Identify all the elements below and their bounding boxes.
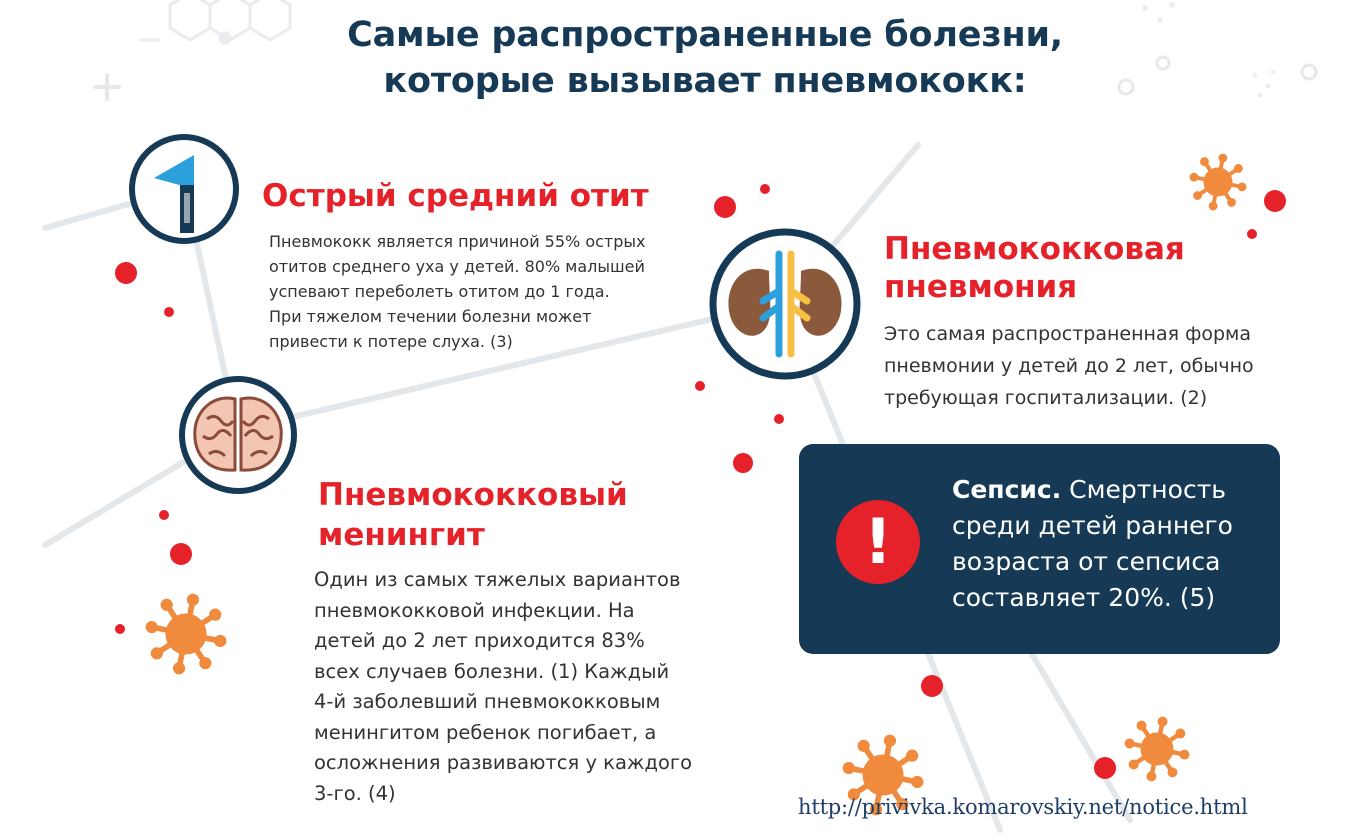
meningitis-heading-line-2: менингит [318, 517, 485, 553]
pneumonia-heading [884, 230, 1324, 306]
otitis-line: При тяжелом течении болезни может [269, 307, 592, 326]
meningitis-line: 3-го. (4) [314, 781, 396, 805]
meningitis-line: менингитом ребенок погибает, а [314, 720, 657, 744]
pneumonia-description [884, 318, 1314, 414]
meningitis-heading-line-1: Пневмококковый [318, 477, 628, 513]
otitis-line: привести к потере слуха. (3) [269, 332, 513, 351]
meningitis-line: детей до 2 лет приходится 83% [314, 629, 645, 652]
plus-icon [95, 75, 119, 99]
pneumonia-heading-line-1: Пневмококковая [884, 231, 1185, 267]
virus-icon [1190, 154, 1246, 210]
meningitis-line: всех случаев болезни. (1) Каждый [314, 659, 670, 683]
ring-decoration [1302, 65, 1316, 79]
lungs-icon [707, 226, 863, 382]
sepsis-line-1 [952, 472, 1262, 508]
sepsis-line-3: возраста от сепсиса [952, 547, 1221, 576]
sepsis-text [952, 472, 1262, 616]
meningitis-line: осложнения развиваются у каждого [314, 751, 693, 774]
pneumonia-line: пневмонии у детей до 2 лет, обычно [884, 355, 1254, 377]
virus-icon [1125, 717, 1189, 781]
otitis-line: Пневмококк является причиной 55% острых [269, 232, 646, 251]
otitis-heading: Острый средний отит [262, 178, 649, 214]
sepsis-bold-label: Сепсис. [952, 475, 1062, 504]
page-title [240, 12, 1170, 104]
sepsis-line-1-rest: Смертность [1061, 475, 1226, 504]
sepsis-line-2: среди детей раннего [952, 511, 1233, 540]
source-url[interactable]: http://privivka.komarovskiy.net/notice.html [798, 795, 1248, 819]
meningitis-line: 4-й заболевший пневмококковым [314, 690, 661, 713]
exclamation-icon: ! [836, 500, 920, 584]
meningitis-description [314, 565, 734, 809]
pneumonia-line: требующая госпитализации. (2) [884, 387, 1208, 409]
otitis-line: отитов среднего уха у детей. 80% малышей [269, 257, 645, 276]
otitis-description [269, 229, 689, 354]
meningitis-line: пневмококковой инфекции. На [314, 598, 635, 622]
otitis-line: успевают переболеть отитом до 1 года. [269, 282, 610, 301]
title-line-1: Самые распространенные болезни, [347, 15, 1063, 55]
ear-otoscope-icon [128, 133, 240, 245]
sepsis-line-4: составляет 20%. (5) [952, 583, 1216, 612]
title-line-2: которые вызывает пневмококк: [383, 61, 1027, 101]
pneumonia-heading-line-2: пневмония [884, 269, 1078, 305]
meningitis-line: Один из самых тяжелых вариантов [314, 568, 681, 591]
virus-icon [146, 594, 226, 674]
brain-icon [177, 374, 299, 496]
pneumonia-line: Это самая распространенная форма [884, 323, 1251, 345]
meningitis-heading [318, 475, 718, 555]
